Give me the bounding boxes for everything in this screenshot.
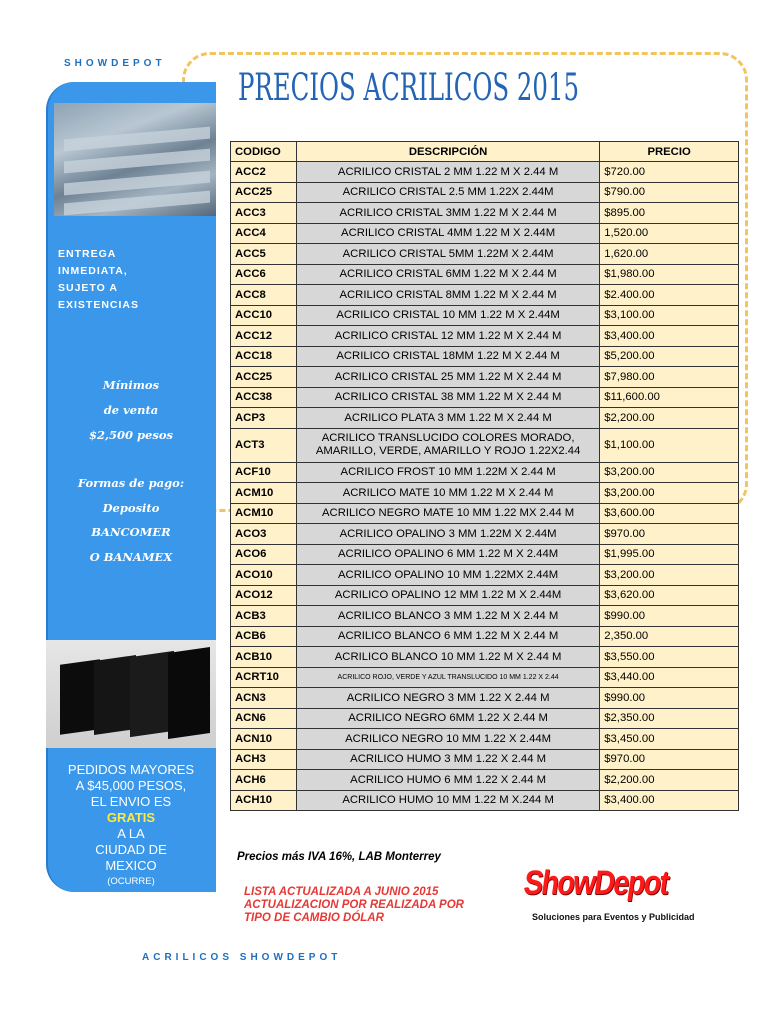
cell-codigo: ACC3	[231, 203, 297, 224]
cell-codigo: ACC2	[231, 162, 297, 183]
cell-precio: $990.00	[600, 606, 739, 627]
cell-codigo: ACH10	[231, 790, 297, 811]
sidebar-entrega-text: ENTREGA INMEDIATA, SUJETO A EXISTENCIAS	[58, 248, 140, 311]
cell-descripcion: ACRILICO CRISTAL 4MM 1.22 M X 2.44M	[296, 223, 599, 244]
pedidos-line6: MEXICO	[105, 858, 157, 873]
table-row	[231, 244, 739, 265]
cell-precio: $790.00	[600, 182, 739, 203]
cell-codigo: ACC6	[231, 264, 297, 285]
sidebar-formas-title: Formas de pago:	[77, 476, 185, 490]
cell-precio: 1,520.00	[600, 223, 739, 244]
update-note	[244, 886, 464, 925]
cell-descripcion: ACRILICO NEGRO MATE 10 MM 1.22 MX 2.44 M	[296, 503, 599, 524]
cell-descripcion: ACRILICO BLANCO 10 MM 1.22 M X 2.44 M	[296, 647, 599, 668]
cell-codigo: ACM10	[231, 483, 297, 504]
cell-precio: $2.400.00	[600, 285, 739, 306]
cell-precio: 2,350.00	[600, 626, 739, 647]
cell-descripcion: ACRILICO CRISTAL 3MM 1.22 M X 2.44 M	[296, 203, 599, 224]
cell-codigo: ACH6	[231, 770, 297, 791]
table-row	[231, 428, 739, 462]
cell-descripcion: ACRILICO OPALINO 6 MM 1.22 M X 2.44M	[296, 544, 599, 565]
pedidos-line5: CIUDAD DE	[95, 842, 167, 857]
table-row	[231, 408, 739, 429]
cell-precio: $5,200.00	[600, 346, 739, 367]
cell-precio: $3,450.00	[600, 729, 739, 750]
table-row	[231, 305, 739, 326]
update-note-line2: ACTUALIZACION POR REALIZADA POR	[244, 899, 464, 911]
cell-codigo: ACC25	[231, 367, 297, 388]
table-header-row	[231, 142, 739, 162]
sidebar-minimos-line1: Mínimos	[102, 378, 160, 392]
cell-codigo: ACF10	[231, 462, 297, 483]
cell-codigo: ACRT10	[231, 667, 297, 688]
brand-header: SHOWDEPOT	[64, 58, 166, 69]
table-row	[231, 285, 739, 306]
page-title: PRECIOS ACRILICOS 2015	[238, 66, 580, 109]
cell-codigo: ACC25	[231, 182, 297, 203]
pedidos-line2: A $45,000 PESOS,	[75, 778, 187, 793]
cell-codigo: ACB3	[231, 606, 297, 627]
cell-precio: $990.00	[600, 688, 739, 709]
sidebar-formas-bancomer: BANCOMER	[91, 525, 171, 539]
cell-codigo: ACT3	[231, 428, 297, 462]
cell-codigo: ACC12	[231, 326, 297, 347]
cell-precio: $3,400.00	[600, 790, 739, 811]
table-row	[231, 346, 739, 367]
pedidos-gratis: GRATIS	[106, 810, 156, 825]
cell-precio: $3,400.00	[600, 326, 739, 347]
table-row	[231, 387, 739, 408]
cell-precio: $720.00	[600, 162, 739, 183]
pedidos-line1: PEDIDOS MAYORES	[67, 762, 195, 777]
cell-codigo: ACB10	[231, 647, 297, 668]
table-row	[231, 524, 739, 545]
table-row	[231, 688, 739, 709]
cell-precio: $970.00	[600, 749, 739, 770]
cell-descripcion: ACRILICO BLANCO 6 MM 1.22 M X 2.44 M	[296, 626, 599, 647]
table-row	[231, 264, 739, 285]
table-row	[231, 367, 739, 388]
cell-codigo: ACC10	[231, 305, 297, 326]
cell-precio: $1,995.00	[600, 544, 739, 565]
cell-codigo: ACC5	[231, 244, 297, 265]
table-row	[231, 544, 739, 565]
cell-precio: $3,600.00	[600, 503, 739, 524]
logo-tagline: Soluciones para Eventos y Publicidad	[532, 912, 695, 922]
cell-codigo: ACN10	[231, 729, 297, 750]
cell-descripcion: ACRILICO CRISTAL 12 MM 1.22 M X 2.44 M	[296, 326, 599, 347]
table-row	[231, 790, 739, 811]
cell-descripcion: ACRILICO ROJO, VERDE Y AZUL TRANSLUCIDO 10 MM 1.22 X 2.44	[296, 667, 599, 688]
update-note-line3: TIPO DE CAMBIO DÓLAR	[244, 912, 384, 924]
cell-precio: $11,600.00	[600, 387, 739, 408]
cell-precio: $3,100.00	[600, 305, 739, 326]
showdepot-logo	[521, 864, 700, 926]
logo-wordmark: ShowDepot	[521, 864, 671, 902]
header-precio: PRECIO	[600, 142, 739, 162]
pedidos-line3: EL ENVIO ES	[90, 794, 172, 809]
cell-codigo: ACC8	[231, 285, 297, 306]
cell-codigo: ACN6	[231, 708, 297, 729]
cell-precio: $895.00	[600, 203, 739, 224]
cell-precio: $2,350.00	[600, 708, 739, 729]
table-row	[231, 585, 739, 606]
cell-descripcion: ACRILICO PLATA 3 MM 1.22 M X 2.44 M	[296, 408, 599, 429]
cell-codigo: ACM10	[231, 503, 297, 524]
sidebar-formas-banamex: O BANAMEX	[89, 550, 173, 564]
cell-descripcion: ACRILICO BLANCO 3 MM 1.22 M X 2.44 M	[296, 606, 599, 627]
cell-descripcion: ACRILICO FROST 10 MM 1.22M X 2.44 M	[296, 462, 599, 483]
cell-precio: $3,200.00	[600, 483, 739, 504]
cell-descripcion: ACRILICO CRISTAL 5MM 1.22M X 2.44M	[296, 244, 599, 265]
cell-codigo: ACH3	[231, 749, 297, 770]
cell-descripcion: ACRILICO NEGRO 6MM 1.22 X 2.44 M	[296, 708, 599, 729]
table-row	[231, 729, 739, 750]
cell-descripcion: ACRILICO NEGRO 10 MM 1.22 X 2.44M	[296, 729, 599, 750]
cell-descripcion: ACRILICO HUMO 6 MM 1.22 X 2.44 M	[296, 770, 599, 791]
cell-descripcion: ACRILICO CRISTAL 6MM 1.22 M X 2.44 M	[296, 264, 599, 285]
cell-descripcion: ACRILICO CRISTAL 2.5 MM 1.22X 2.44M	[296, 182, 599, 203]
cell-descripcion: ACRILICO OPALINO 10 MM 1.22MX 2.44M	[296, 565, 599, 586]
cell-codigo: ACB6	[231, 626, 297, 647]
cell-precio: $3,550.00	[600, 647, 739, 668]
cell-precio: $7,980.00	[600, 367, 739, 388]
cell-codigo: ACO6	[231, 544, 297, 565]
cell-precio: 1,620.00	[600, 244, 739, 265]
cell-descripcion: ACRILICO CRISTAL 10 MM 1.22 M X 2.44M	[296, 305, 599, 326]
cell-descripcion: ACRILICO MATE 10 MM 1.22 M X 2.44 M	[296, 483, 599, 504]
sidebar-minimos-line2: de venta	[103, 403, 159, 417]
cell-descripcion: ACRILICO NEGRO 3 MM 1.22 X 2.44 M	[296, 688, 599, 709]
table-row	[231, 223, 739, 244]
cell-descripcion: ACRILICO HUMO 3 MM 1.22 X 2.44 M	[296, 749, 599, 770]
sidebar-formas-deposito: Deposito	[102, 501, 160, 515]
table-row	[231, 326, 739, 347]
table-row	[231, 708, 739, 729]
cell-codigo: ACC18	[231, 346, 297, 367]
table-row	[231, 667, 739, 688]
table-row	[231, 503, 739, 524]
table-row	[231, 162, 739, 183]
table-row	[231, 770, 739, 791]
cell-descripcion: ACRILICO OPALINO 12 MM 1.22 M X 2.44M	[296, 585, 599, 606]
cell-descripcion: ACRILICO CRISTAL 8MM 1.22 M X 2.44 M	[296, 285, 599, 306]
cell-descripcion: ACRILICO CRISTAL 18MM 1.22 M X 2.44 M	[296, 346, 599, 367]
cell-precio: $2,200.00	[600, 770, 739, 791]
table-row	[231, 462, 739, 483]
brand-footer: ACRILICOS SHOWDEPOT	[142, 952, 342, 963]
cell-codigo: ACC4	[231, 223, 297, 244]
header-codigo: CODIGO	[231, 142, 297, 162]
black-acrylic-panels-photo	[46, 640, 216, 748]
cell-codigo: ACO12	[231, 585, 297, 606]
table-row	[231, 647, 739, 668]
price-table	[230, 141, 739, 811]
cell-codigo: ACO3	[231, 524, 297, 545]
pedidos-ocurre: (OCURRE)	[107, 876, 155, 887]
cell-precio: $3,620.00	[600, 585, 739, 606]
cell-precio: $1,980.00	[600, 264, 739, 285]
pedidos-line4: A LA	[117, 826, 145, 841]
cell-descripcion: ACRILICO CRISTAL 38 MM 1.22 M X 2.44 M	[296, 387, 599, 408]
cell-precio: $970.00	[600, 524, 739, 545]
sidebar-pedidos-block	[46, 762, 216, 890]
table-row	[231, 626, 739, 647]
cell-precio: $1,100.00	[600, 428, 739, 462]
acrylic-sheets-photo	[54, 103, 216, 216]
sidebar-minimos-line3: $2,500 pesos	[89, 428, 173, 442]
cell-precio: $3,440.00	[600, 667, 739, 688]
cell-codigo: ACP3	[231, 408, 297, 429]
cell-codigo: ACN3	[231, 688, 297, 709]
cell-descripcion: ACRILICO TRANSLUCIDO COLORES MORADO, AMARILLO, VERDE, AMARILLO Y ROJO 1.22X2.44	[296, 428, 599, 462]
header-descripcion: DESCRIPCIÓN	[296, 142, 599, 162]
iva-note: Precios más IVA 16%, LAB Monterrey	[237, 851, 441, 863]
cell-descripcion: ACRILICO HUMO 10 MM 1.22 M X.244 M	[296, 790, 599, 811]
cell-codigo: ACC38	[231, 387, 297, 408]
cell-precio: $3,200.00	[600, 565, 739, 586]
table-row	[231, 565, 739, 586]
cell-descripcion: ACRILICO CRISTAL 2 MM 1.22 M X 2.44 M	[296, 162, 599, 183]
table-row	[231, 203, 739, 224]
cell-precio: $2,200.00	[600, 408, 739, 429]
cell-descripcion: ACRILICO OPALINO 3 MM 1.22M X 2.44M	[296, 524, 599, 545]
cell-codigo: ACO10	[231, 565, 297, 586]
table-row	[231, 606, 739, 627]
table-row	[231, 749, 739, 770]
table-row	[231, 483, 739, 504]
cell-precio: $3,200.00	[600, 462, 739, 483]
table-row	[231, 182, 739, 203]
update-note-line1: LISTA ACTUALIZADA A JUNIO 2015	[244, 886, 439, 898]
cell-descripcion: ACRILICO CRISTAL 25 MM 1.22 M X 2.44 M	[296, 367, 599, 388]
